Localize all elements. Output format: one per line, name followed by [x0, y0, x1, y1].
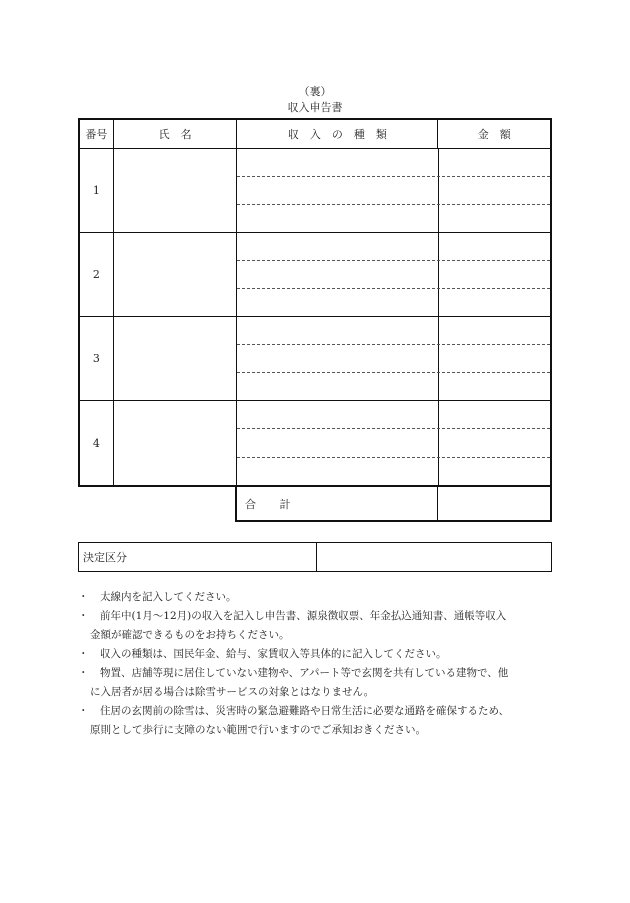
- amount-field[interactable]: [439, 373, 550, 400]
- amount-field[interactable]: [439, 345, 550, 372]
- income-type-field[interactable]: [237, 289, 439, 316]
- income-type-field[interactable]: [237, 205, 439, 232]
- note-line: 物置、店舗等現に居住していない建物や、アパート等で玄関を共有している建物で、他: [100, 667, 509, 679]
- income-type-field[interactable]: [237, 317, 439, 344]
- name-field[interactable]: [114, 233, 237, 316]
- applicant-group-2: [80, 233, 550, 317]
- amount-field[interactable]: [439, 458, 550, 485]
- applicant-group-4: [80, 401, 550, 485]
- note-line: 住居の玄関前の除雪は、災害時の緊急避難路や日常生活に必要な通路を確保するため、: [100, 705, 510, 717]
- income-type-field[interactable]: [237, 345, 439, 372]
- note-item: [78, 664, 558, 702]
- income-type-field[interactable]: [237, 233, 439, 260]
- header-name: 氏 名: [114, 120, 237, 148]
- note-bullet: ・: [78, 705, 89, 717]
- income-type-field[interactable]: [237, 429, 439, 456]
- income-table: [78, 118, 552, 487]
- amount-field[interactable]: [439, 205, 550, 232]
- amount-field[interactable]: [439, 261, 550, 288]
- form-title: 収入申告書: [287, 101, 343, 114]
- note-bullet: ・: [78, 667, 89, 679]
- form-side-label: （裏）: [298, 85, 332, 98]
- row-number: 1: [80, 149, 114, 232]
- amount-field[interactable]: [439, 177, 550, 204]
- amount-field[interactable]: [439, 149, 550, 176]
- income-type-field[interactable]: [237, 401, 439, 428]
- note-line: に入居者が居る場合は除雪サービスの対象とはなりません。: [90, 686, 375, 698]
- decision-box: [78, 542, 552, 572]
- amount-field[interactable]: [439, 289, 550, 316]
- notes-list: [78, 588, 558, 740]
- table-header: [80, 120, 550, 149]
- applicant-group-3: [80, 317, 550, 401]
- note-item: [78, 588, 558, 607]
- amount-field[interactable]: [439, 429, 550, 456]
- header-amount: 金 額: [477, 128, 511, 141]
- amount-field[interactable]: [439, 401, 550, 428]
- note-item: [78, 645, 558, 664]
- total-amount-field[interactable]: [438, 487, 550, 520]
- note-line: 原則として歩行に支障のない範囲で行いますのでご承知おきください。: [90, 724, 426, 736]
- name-field[interactable]: [114, 401, 237, 485]
- note-line: 前年中(1月〜12月)の収入を記入し申告書、源泉徴収票、年金払込通知書、通帳等収入: [100, 610, 507, 622]
- note-line: 収入の種類は、国民年金、給与、家賃収入等具体的に記入してください。: [100, 648, 447, 660]
- income-type-field[interactable]: [237, 177, 439, 204]
- row-number: 3: [80, 317, 114, 400]
- name-field[interactable]: [114, 149, 237, 232]
- note-bullet: ・: [78, 648, 89, 660]
- row-number: 4: [80, 401, 114, 485]
- total-row: [235, 485, 552, 522]
- decision-value-field[interactable]: [317, 543, 551, 571]
- applicant-group-1: [80, 149, 550, 233]
- income-type-field[interactable]: [237, 458, 439, 485]
- header-income-type: 収 入 の 種 類: [237, 120, 438, 148]
- decision-label: 決定区分: [79, 543, 317, 571]
- income-type-field[interactable]: [237, 373, 439, 400]
- note-item: [78, 702, 558, 740]
- note-line: 太線内を記入してください。: [100, 591, 237, 603]
- note-line: 金額が確認できるものをお持ちください。: [90, 629, 290, 641]
- income-type-field[interactable]: [237, 149, 439, 176]
- header-number: 番号: [80, 120, 114, 148]
- note-bullet: ・: [78, 591, 89, 603]
- amount-field[interactable]: [439, 317, 550, 344]
- amount-field[interactable]: [439, 233, 550, 260]
- income-type-field[interactable]: [237, 261, 439, 288]
- note-item: [78, 607, 558, 645]
- total-label: 合 計: [237, 487, 438, 520]
- note-bullet: ・: [78, 610, 89, 622]
- row-number: 2: [80, 233, 114, 316]
- name-field[interactable]: [114, 317, 237, 400]
